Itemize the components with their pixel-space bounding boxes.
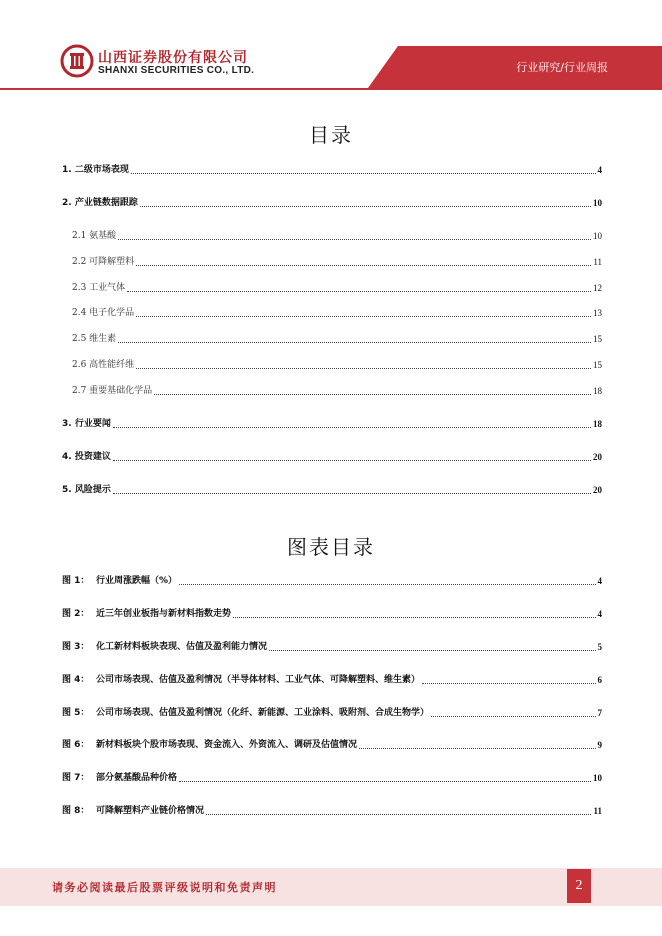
toc-entry-label: 2.5 维生素	[72, 334, 117, 344]
toc-entry-label: 2.3 工业气体	[72, 283, 126, 293]
figure-entry[interactable]	[62, 574, 602, 588]
figure-entry[interactable]	[62, 640, 602, 654]
toc-entry-label: 2.4 电子化学品	[72, 308, 135, 318]
page-number: 2	[567, 869, 591, 903]
figure-entry[interactable]	[62, 706, 602, 720]
toc-entry-page: 15	[593, 334, 602, 344]
figure-label: 公司市场表现、估值及盈利情况（化纤、新能源、工业涂料、吸附剂、合成生物学）	[96, 708, 430, 718]
toc-entry-page: 10	[593, 198, 602, 208]
figure-entry[interactable]	[62, 673, 602, 687]
figures-title: 图表目录	[287, 535, 375, 559]
figure-page: 9	[597, 740, 602, 750]
figure-number: 图 6：	[62, 740, 90, 750]
toc-entry-page: 4	[597, 165, 602, 175]
figure-page: 7	[597, 708, 602, 718]
figure-page: 4	[597, 576, 602, 586]
toc-entry-page: 20	[593, 452, 602, 462]
figure-label: 近三年创业板指与新材料指数走势	[96, 609, 232, 619]
figure-label: 化工新材料板块表现、估值及盈利能力情况	[96, 642, 268, 652]
figure-page: 10	[593, 773, 602, 783]
toc-entry-label: 2.2 可降解塑料	[72, 257, 135, 267]
toc-entry-page: 13	[593, 308, 602, 318]
toc-entry-page: 20	[593, 485, 602, 495]
figure-entry[interactable]	[62, 804, 602, 818]
figure-entry[interactable]	[62, 771, 602, 785]
dot-leader	[206, 814, 591, 815]
figure-entry[interactable]	[62, 607, 602, 621]
toc-entry-label: 5. 风险提示	[62, 485, 111, 495]
figure-page: 6	[597, 675, 602, 685]
toc-entry-page: 18	[593, 419, 602, 429]
toc-entry-page: 11	[593, 257, 602, 267]
dot-leader	[422, 683, 595, 684]
company-name-cn: 山西证券股份有限公司	[98, 50, 248, 66]
toc-entry-label: 2. 产业链数据跟踪	[62, 198, 138, 208]
disclaimer-notice: 请务必阅读最后股票评级说明和免责声明	[52, 881, 277, 894]
figure-page: 11	[593, 806, 602, 816]
figure-number: 图 7：	[62, 773, 90, 783]
toc-entry-page: 12	[593, 283, 602, 293]
toc-entry-label: 1. 二级市场表现	[62, 165, 129, 175]
toc-entry-label: 3. 行业要闻	[62, 419, 111, 429]
company-name-en: SHANXI SECURITIES CO., LTD.	[98, 65, 255, 76]
dot-leader	[179, 584, 595, 585]
toc-entry-label: 4. 投资建议	[62, 452, 111, 462]
figure-label: 行业周涨跌幅（%）	[96, 576, 178, 586]
figure-number: 图 8：	[62, 806, 90, 816]
figure-number: 图 5：	[62, 708, 90, 718]
figure-label: 公司市场表现、估值及盈利情况（半导体材料、工业气体、可降解塑料、维生素）	[96, 675, 421, 685]
toc-entry-page: 15	[593, 360, 602, 370]
toc-entry-page: 10	[593, 231, 602, 241]
figure-label: 可降解塑料产业链价格情况	[96, 806, 205, 816]
dot-leader	[359, 748, 595, 749]
figure-number: 图 4：	[62, 675, 90, 685]
toc-entry-label: 2.1 氨基酸	[72, 231, 117, 241]
figure-page: 4	[597, 609, 602, 619]
dot-leader	[431, 716, 595, 717]
figure-number: 图 2：	[62, 609, 90, 619]
toc-entry-page: 18	[593, 386, 602, 396]
dot-leader	[269, 650, 595, 651]
toc-entry-label: 2.7 重要基础化学品	[72, 386, 153, 396]
figure-number: 图 3：	[62, 642, 90, 652]
figure-label: 新材料板块个股市场表现、资金流入、外资流入、调研及估值情况	[96, 740, 358, 750]
toc-title: 目录	[309, 123, 353, 147]
toc-entry-label: 2.6 高性能纤维	[72, 360, 135, 370]
figure-label: 部分氨基酸品种价格	[96, 773, 178, 783]
figure-number: 图 1：	[62, 576, 90, 586]
dot-leader	[179, 781, 591, 782]
figure-entry[interactable]	[62, 738, 602, 752]
dot-leader	[233, 617, 595, 618]
report-category: 行业研究/行业周报	[516, 61, 608, 74]
figure-page: 5	[597, 642, 602, 652]
